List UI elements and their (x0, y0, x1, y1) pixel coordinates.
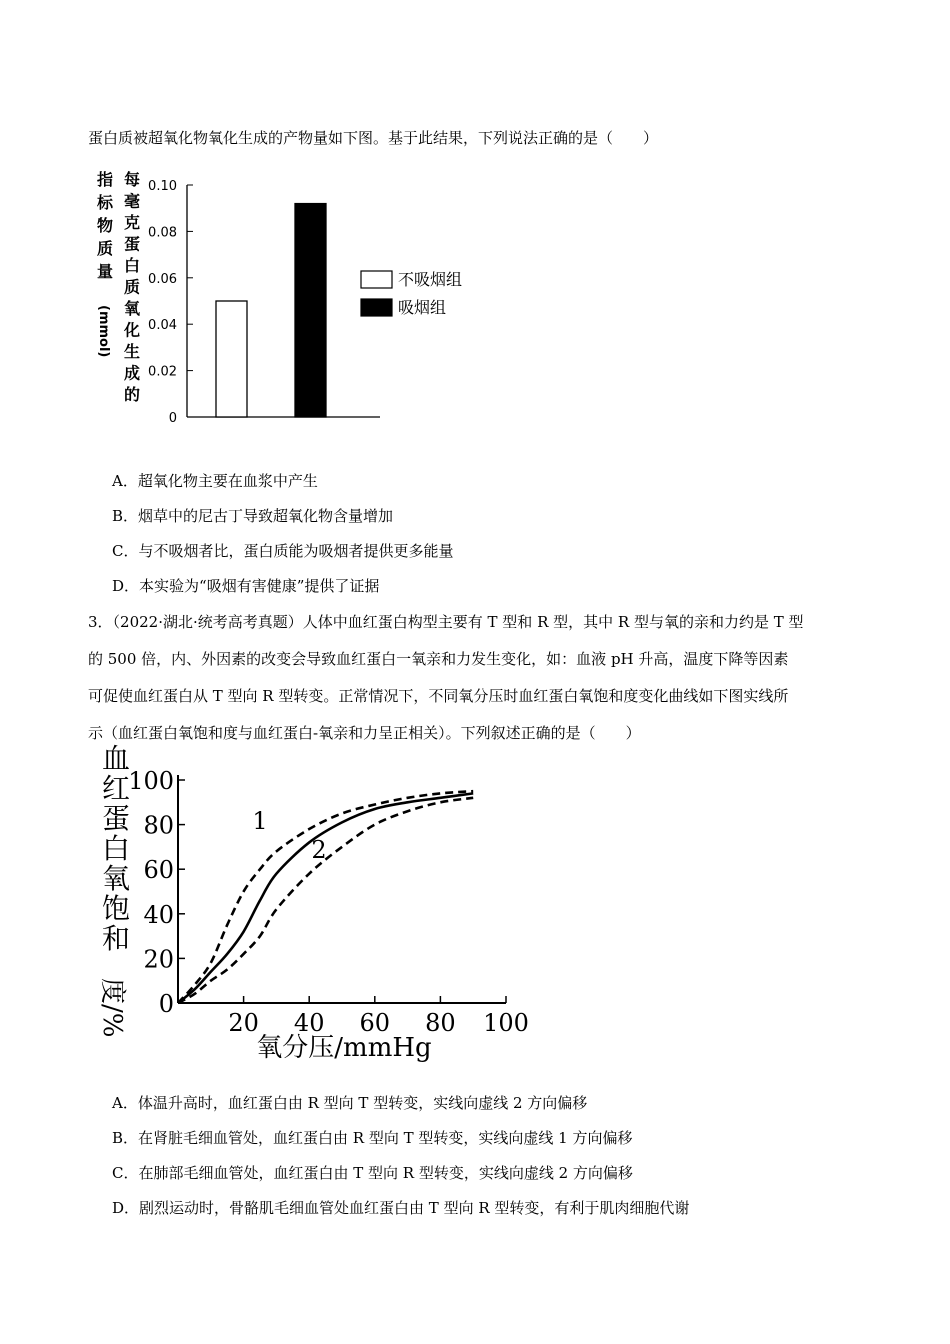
curve-2-dashed (178, 798, 473, 1003)
legend-swatch-smoker (361, 299, 392, 316)
q3-option-a[interactable]: A．体温升高时，血红蛋白由 R 型向 T 型转变，实线向虚线 2 方向偏移 (112, 1094, 588, 1112)
y-label-char: 氧 (101, 862, 131, 895)
y-label-outer-char: 量 (96, 262, 114, 281)
y-label-outer-char: 标 (96, 193, 114, 212)
x-tick-label: 60 (359, 1009, 391, 1037)
x-tick-label: 40 (293, 1009, 325, 1037)
q3-option-c[interactable]: C．在肺部毛细血管处，血红蛋白由 T 型向 R 型转变，实线向虚线 2 方向偏移 (112, 1164, 633, 1182)
y-tick-label: 0.10 (148, 179, 177, 194)
x-label: 氧分压/mmHg (256, 1033, 432, 1063)
legend-label: 不吸烟组 (398, 270, 463, 289)
question-3-line-1: 3．（2022·湖北·统考高考真题）人体中血红蛋白构型主要有 T 型和 R 型，其中 R 型与氧的亲和力约是 T 型 (88, 613, 804, 631)
y-tick-label: 0.06 (148, 271, 177, 287)
y-label-char: 白 (101, 832, 131, 865)
y-label-inner-char: 成 (123, 363, 141, 383)
option-c[interactable]: C．与不吸烟者比，蛋白质能为吸烟者提供更多能量 (112, 542, 454, 560)
line-chart (90, 740, 550, 1070)
legend-label: 吸烟组 (398, 298, 447, 317)
x-tick-label: 80 (425, 1009, 456, 1037)
option-d[interactable]: D．本实验为“吸烟有害健康”提供了证据 (112, 577, 380, 595)
curve-label-1: 1 (252, 807, 268, 836)
x-tick-label: 100 (483, 1009, 529, 1037)
y-label-inner-char: 克 (123, 213, 141, 232)
y-tick-label: 0 (168, 411, 177, 426)
y-tick-label: 60 (143, 856, 174, 885)
question-intro: 蛋白质被超氧化物氧化生成的产物量如下图。基于此结果，下列说法正确的是（ ） (88, 129, 659, 147)
y-label-outer-char: 物 (96, 216, 114, 235)
y-tick-label: 80 (143, 811, 174, 840)
y-label-inner-char: 毫 (123, 191, 141, 211)
legend-swatch-non-smoker (361, 271, 392, 288)
y-label-unit: 度/% (97, 978, 127, 1038)
bar-non-smoker (216, 301, 247, 417)
y-label-char: 红 (101, 772, 131, 805)
curve-solid (178, 793, 473, 1003)
y-label-char: 饱 (101, 892, 131, 925)
curve-label-2: 2 (311, 836, 327, 865)
q3-option-b[interactable]: B．在肾脏毛细血管处，血红蛋白由 R 型向 T 型转变，实线向虚线 1 方向偏移 (112, 1129, 633, 1147)
y-tick-label: 0.04 (148, 318, 177, 334)
y-label-unit: (mmol) (96, 305, 111, 358)
option-b[interactable]: B．烟草中的尼古丁导致超氧化物含量增加 (112, 507, 394, 525)
y-label-inner-char: 质 (123, 277, 141, 297)
y-label-outer-char: 质 (96, 239, 114, 258)
y-tick-label: 0.02 (148, 364, 177, 380)
q3-option-d[interactable]: D．剧烈运动时，骨骼肌毛细血管处血红蛋白由 T 型向 R 型转变，有利于肌肉细胞代谢 (112, 1199, 690, 1217)
y-tick-label: 40 (143, 900, 174, 929)
bar-chart (90, 165, 490, 435)
y-label-inner-char: 化 (123, 320, 141, 340)
y-tick-label: 20 (143, 945, 174, 974)
question-3-line-2: 的 500 倍，内、外因素的改变会导致血红蛋白一氧亲和力发生变化，如：血液 pH 升高，温度下降等因素 (88, 650, 789, 668)
y-label-inner-char: 生 (123, 342, 141, 361)
curve-1-dashed (178, 791, 473, 1003)
y-tick-label: 100 (128, 767, 174, 795)
y-label-inner-char: 的 (123, 385, 141, 404)
x-tick-label: 20 (228, 1009, 259, 1037)
y-label-inner-char: 氧 (123, 299, 141, 318)
y-tick-label: 0.08 (148, 225, 177, 241)
y-label-char: 和 (101, 922, 131, 955)
y-label-inner-char: 每 (123, 170, 141, 189)
option-a[interactable]: A．超氧化物主要在血浆中产生 (112, 472, 318, 490)
question-3-line-3: 可促使血红蛋白从 T 型向 R 型转变。正常情况下，不同氧分压时血红蛋白氧饱和度变化曲线如下图实线所 (88, 687, 789, 705)
bar-smoker (295, 204, 326, 417)
question-3-line-4: 示（血红蛋白氧饱和度与血红蛋白-氧亲和力呈正相关）。下列叙述正确的是（ ） (88, 724, 641, 742)
y-label-inner-char: 蛋 (123, 234, 141, 254)
y-label-outer-char: 指 (96, 170, 114, 189)
y-label-inner-char: 白 (123, 256, 141, 275)
y-label-char: 蛋 (101, 802, 131, 835)
y-tick-label: 0 (158, 990, 174, 1018)
y-label-char: 血 (101, 742, 131, 775)
